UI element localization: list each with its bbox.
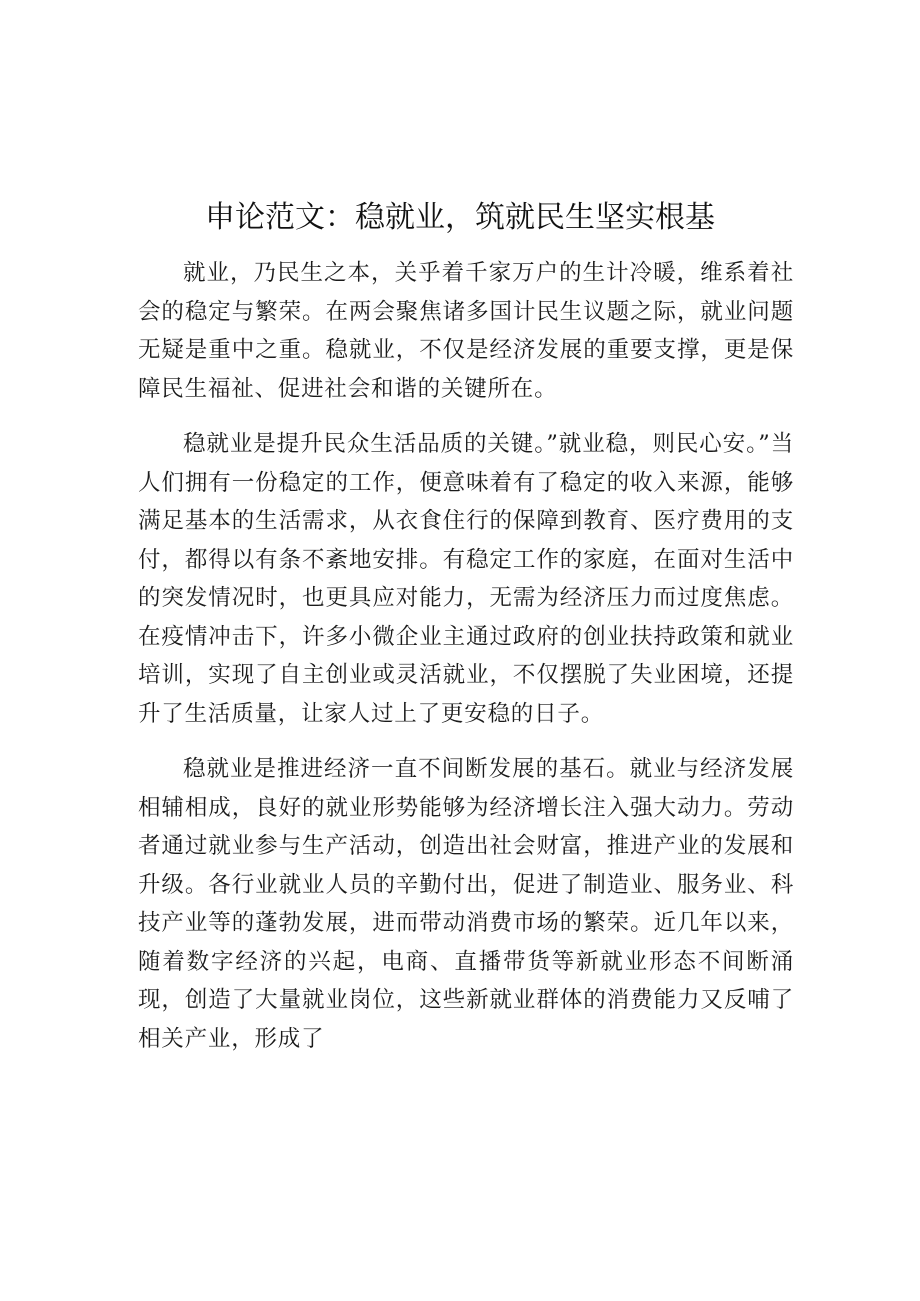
paragraph-1: 就业，乃民生之本，关乎着千家万户的生计冷暖，维系着社会的稳定与繁荣。在两会聚焦诸多国计民生议题之际，就业问题无疑是重中之重。稳就业，不仅是经济发展的重要支撑，更是保障民生福祉、促进社会和谐的关键所在。: [138, 260, 794, 402]
paragraph-3: 稳就业是推进经济一直不间断发展的基石。就业与经济发展相辅相成，良好的就业形势能够为经济增长注入强大动力。劳动者通过就业参与生产活动，创造出社会财富，推进产业的发展和升级。各行业就业人员的辛勤付出，促进了制造业、服务业、科技产业等的蓬勃发展，进而带动消费市场的繁荣。近几年以来，随着数字经济的兴起，电商、直播带货等新就业形态不间断涌现，创造了大量就业岗位，这些新就业群体的消费能力又反哺了相关产业，形成了: [138, 756, 794, 1052]
paragraph-2: 稳就业是提升民众生活品质的关键。”就业稳，则民心安。”当人们拥有一份稳定的工作，便意味着有了稳定的收入来源，能够满足基本的生活需求，从衣食住行的保障到教育、医疗费用的支付，都得以有条不紊地安排。有稳定工作的家庭，在面对生活中的突发情况时，也更具应对能力，无需为经济压力而过度焦虑。在疫情冲击下，许多小微企业主通过政府的创业扶持政策和就业培训，实现了自主创业或灵活就业，不仅摆脱了失业困境，还提升了生活质量，让家人过上了更安稳的日子。: [138, 431, 794, 727]
document-title: 申论范文：稳就业，筑就民生坚实根基: [205, 200, 715, 235]
document-body: [138, 254, 794, 1075]
